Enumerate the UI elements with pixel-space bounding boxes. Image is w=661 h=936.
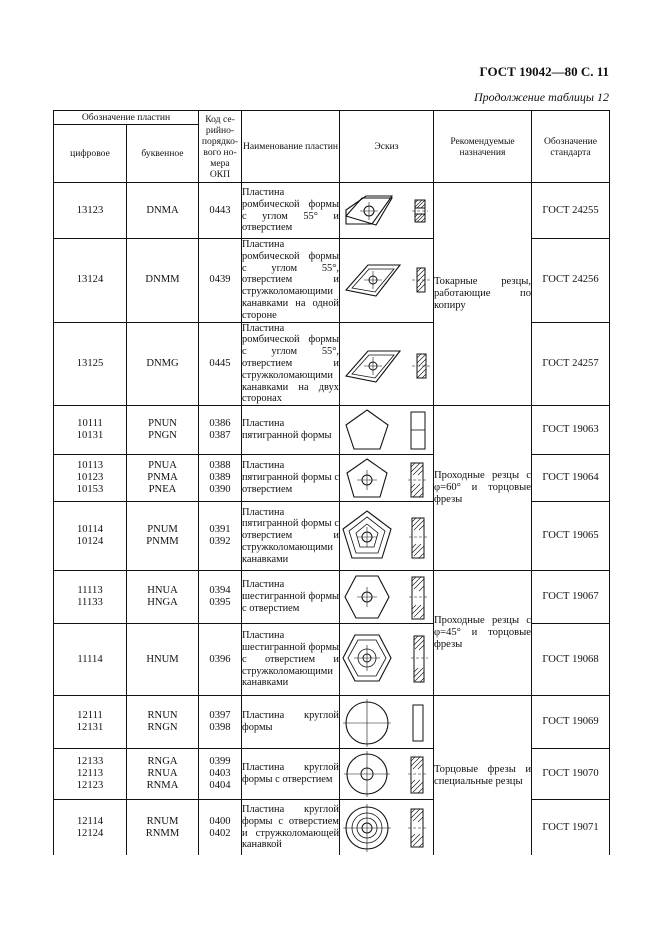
cell-application: Торцовые фрезы и специальные резцы bbox=[434, 696, 532, 856]
cell-application: Проходные резцы с φ=45° и торцовые фрезы bbox=[434, 571, 532, 696]
cell-name: Пластина ромбической формы с углом 55° и отверстием bbox=[242, 183, 340, 239]
round-insert-with-hole-icon bbox=[340, 749, 434, 799]
cell-sketch bbox=[340, 406, 434, 455]
cell-sketch bbox=[340, 322, 434, 406]
header-letter: буквенное bbox=[127, 125, 199, 183]
cell-name: Пластина круглой формы с отверстием bbox=[242, 749, 340, 800]
cell-sketch bbox=[340, 239, 434, 323]
cell-standard: ГОСТ 24255 bbox=[532, 183, 610, 239]
header-name: Наименование пластин bbox=[242, 111, 340, 183]
cell-okp: 0386 0387 bbox=[199, 406, 242, 455]
cell-okp: 0397 0398 bbox=[199, 696, 242, 749]
cell-standard: ГОСТ 19063 bbox=[532, 406, 610, 455]
cell-sketch bbox=[340, 696, 434, 749]
cell-standard: ГОСТ 24257 bbox=[532, 322, 610, 406]
cell-name: Пластина шестигранной формы с отверстием bbox=[242, 571, 340, 624]
table-row bbox=[54, 571, 610, 624]
cell-name: Пластина ромбической формы с углом 55°, отверстием и стружколомающими канавками на двух сторонах bbox=[242, 322, 339, 405]
header-okp-code: Код се-рийно-порядко-вого но-мера ОКП bbox=[199, 111, 242, 183]
cell-okp: 0396 bbox=[199, 624, 242, 696]
cell-sketch bbox=[340, 800, 434, 856]
cell-digital: 10114 10124 bbox=[54, 502, 127, 571]
cell-letter: DNMA bbox=[127, 183, 199, 239]
cell-letter: DNMM bbox=[127, 239, 199, 323]
cell-digital: 12114 12124 bbox=[54, 800, 127, 856]
inserts-table bbox=[53, 110, 610, 855]
cell-standard: ГОСТ 19065 bbox=[532, 502, 610, 571]
header-application: Рекомендуемые назначения bbox=[434, 111, 532, 183]
cell-name: Пластина пятигранной формы с отверстием bbox=[242, 455, 340, 502]
cell-okp: 0394 0395 bbox=[199, 571, 242, 624]
cell-digital: 11114 bbox=[54, 624, 127, 696]
cell-sketch bbox=[340, 183, 434, 239]
pentagon-insert-icon bbox=[340, 406, 434, 454]
hexagon-insert-with-hole-icon bbox=[340, 571, 434, 623]
cell-letter: DNMG bbox=[127, 322, 199, 406]
rhombus-insert-with-hole-icon bbox=[340, 183, 434, 238]
cell-letter: PNUM PNMM bbox=[127, 502, 199, 571]
table-continuation-label: Продолжение таблицы 12 bbox=[473, 90, 609, 104]
cell-digital: 13124 bbox=[54, 239, 127, 323]
header-sketch: Эскиз bbox=[340, 111, 434, 183]
round-insert-with-groove-icon bbox=[340, 800, 434, 855]
cell-digital: 10113 10123 10153 bbox=[54, 455, 127, 502]
cell-application: Проходные резцы с φ=60° и торцовые фрезы bbox=[434, 406, 532, 571]
cell-standard: ГОСТ 19064 bbox=[532, 455, 610, 502]
cell-digital: 12133 12113 12123 bbox=[54, 749, 127, 800]
table-row bbox=[54, 696, 610, 749]
cell-okp: 0399 0403 0404 bbox=[199, 749, 242, 800]
cell-okp: 0391 0392 bbox=[199, 502, 242, 571]
rhombus-insert-grooves-one-side-icon bbox=[340, 240, 434, 320]
cell-digital: 13125 bbox=[54, 322, 127, 406]
cell-okp: 0388 0389 0390 bbox=[199, 455, 242, 502]
cell-letter: PNUN PNGN bbox=[127, 406, 199, 455]
header-digital: цифровое bbox=[54, 125, 127, 183]
hexagon-insert-with-grooves-icon bbox=[340, 624, 434, 695]
cell-standard: ГОСТ 19071 bbox=[532, 800, 610, 856]
cell-digital: 10111 10131 bbox=[54, 406, 127, 455]
cell-sketch bbox=[340, 749, 434, 800]
cell-sketch bbox=[340, 624, 434, 696]
pentagon-insert-with-hole-icon bbox=[340, 455, 434, 501]
cell-standard: ГОСТ 24256 bbox=[532, 239, 610, 323]
cell-name: Пластина пятигранной формы с отверстием и стружколомающими канавками bbox=[242, 502, 340, 571]
cell-okp: 0439 bbox=[199, 239, 242, 323]
cell-name: Пластина ромбической формы с углом 55°, отверстием и стружколомающими канавками на одной стороне bbox=[242, 239, 339, 321]
cell-letter: PNUA PNMA PNEA bbox=[127, 455, 199, 502]
pentagon-insert-with-grooves-icon bbox=[340, 502, 434, 570]
header-standard: Обозначение стандарта bbox=[532, 111, 610, 183]
cell-letter: HNUM bbox=[127, 624, 199, 696]
cell-name: Пластина круглой формы bbox=[242, 696, 340, 749]
cell-okp: 0443 bbox=[199, 183, 242, 239]
cell-digital: 13123 bbox=[54, 183, 127, 239]
cell-standard: ГОСТ 19069 bbox=[532, 696, 610, 749]
round-insert-icon bbox=[340, 696, 434, 748]
cell-standard: ГОСТ 19067 bbox=[532, 571, 610, 624]
page-header: ГОСТ 19042—80 С. 11 bbox=[479, 64, 609, 79]
table-row bbox=[54, 406, 610, 455]
cell-letter: HNUA HNGA bbox=[127, 571, 199, 624]
cell-digital: 11113 11133 bbox=[54, 571, 127, 624]
cell-okp: 0400 0402 bbox=[199, 800, 242, 856]
cell-sketch bbox=[340, 502, 434, 571]
cell-name: Пластина пятигранной формы bbox=[242, 406, 340, 455]
table-row bbox=[54, 183, 610, 239]
cell-letter: RNGA RNUA RNMA bbox=[127, 749, 199, 800]
cell-name: Пластина круглой формы с отверстием и стружколомающей канавкой bbox=[242, 800, 340, 856]
cell-digital: 12111 12131 bbox=[54, 696, 127, 749]
cell-application: Токарные резцы, работающие по копиру bbox=[434, 183, 532, 406]
cell-letter: RNUM RNMM bbox=[127, 800, 199, 856]
cell-sketch bbox=[340, 455, 434, 502]
rhombus-insert-grooves-two-sides-icon bbox=[340, 324, 434, 404]
cell-sketch bbox=[340, 571, 434, 624]
cell-letter: RNUN RNGN bbox=[127, 696, 199, 749]
cell-standard: ГОСТ 19070 bbox=[532, 749, 610, 800]
header-designation: Обозначение пластин bbox=[54, 111, 199, 125]
cell-okp: 0445 bbox=[199, 322, 242, 406]
cell-name: Пластина шестигранной формы с отверстием и стружколомающими канавками bbox=[242, 624, 340, 696]
cell-standard: ГОСТ 19068 bbox=[532, 624, 610, 696]
